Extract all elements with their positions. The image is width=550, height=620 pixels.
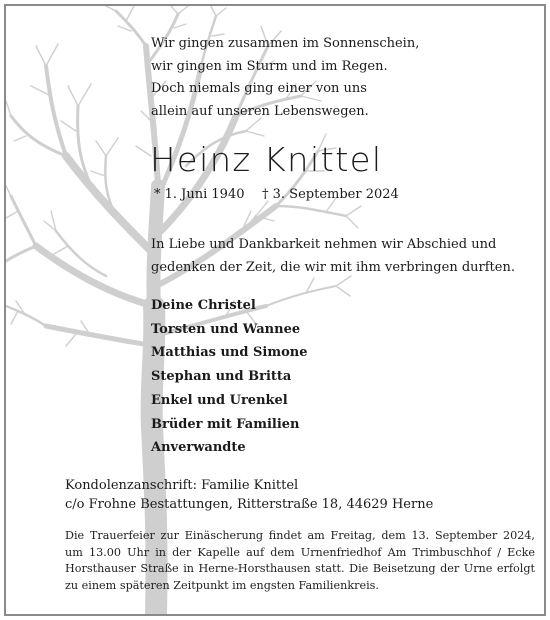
- poem-line: Wir gingen zusammen im Sonnenschein,: [151, 36, 420, 51]
- mourner: Brüder mit Familien: [151, 416, 300, 432]
- mourner: Matthias und Simone: [151, 345, 308, 361]
- obituary-card: [4, 4, 546, 616]
- birth-date: * 1. Juni 1940: [154, 187, 245, 202]
- service-line: um 13.00 Uhr in der Kapelle auf dem Urnenfriedhof Am Trimbuschhof / Ecke: [65, 545, 535, 559]
- farewell-line: In Liebe und Dankbarkeit nehmen wir Abschied und: [151, 237, 497, 252]
- mourner: Deine Christel: [151, 298, 256, 313]
- poem-line: allein auf unseren Lebenswegen.: [151, 103, 369, 119]
- poem: [151, 33, 419, 123]
- farewell-line: gedenken der Zeit, die wir mit ihm verbringen durften.: [151, 259, 515, 275]
- mourner: Torsten und Wannee: [151, 321, 301, 337]
- service-info: [65, 528, 535, 594]
- deceased-name: Heinz Knittel: [150, 140, 383, 179]
- mourner: Anverwandte: [151, 440, 246, 456]
- service-line: Die Trauerfeier zur Einäscherung findet am Freitag, dem 13. September 2024,: [65, 529, 535, 542]
- service-line: Horsthauser Straße in Herne-Horsthausen statt. Die Beisetzung der Urne erfolgt: [65, 562, 535, 575]
- poem-line: wir gingen im Sturm und im Regen.: [151, 58, 388, 74]
- poem-line: Doch niemals ging einer von uns: [151, 81, 367, 96]
- mourners-list: [151, 294, 307, 460]
- service-line: zu einem späteren Zeitpunkt im engsten Familienkreis.: [65, 578, 379, 592]
- mourner: Stephan und Britta: [151, 369, 292, 385]
- farewell-text: [151, 234, 515, 279]
- condolence-line: c/o Frohne Bestattungen, Ritterstraße 18, 44629 Herne: [65, 497, 434, 512]
- condolence-address: [65, 476, 433, 514]
- mourner: Enkel und Urenkel: [151, 392, 288, 408]
- death-date: † 3. September 2024: [262, 187, 399, 202]
- condolence-line: Kondolenzanschrift: Familie Knittel: [65, 478, 299, 493]
